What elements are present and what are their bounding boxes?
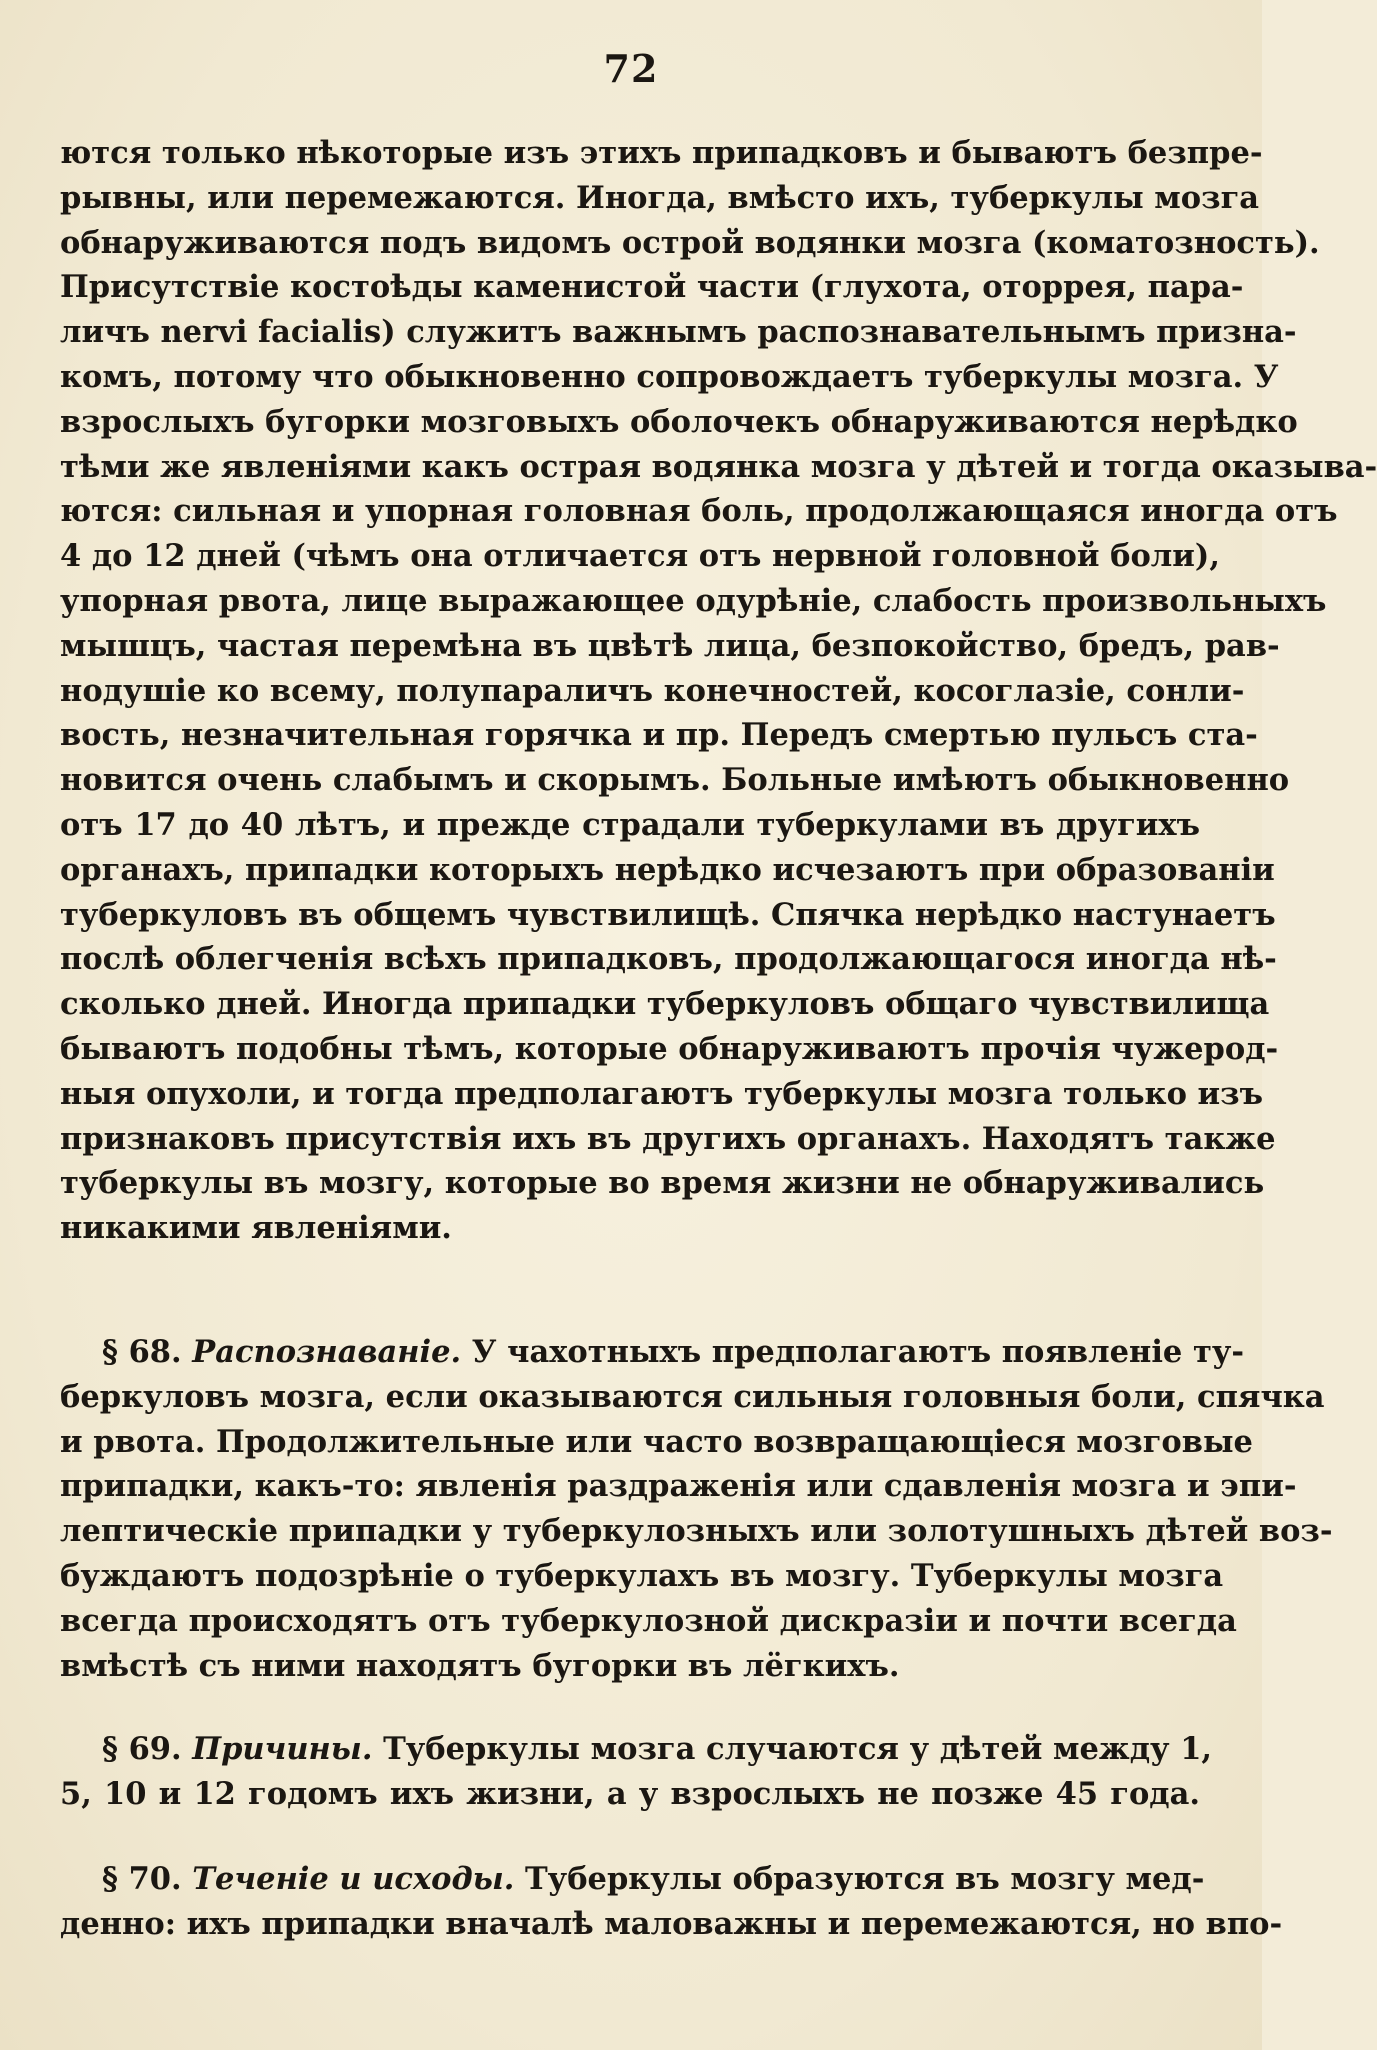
text-line: вость, незначительная горячка и пр. Передъ смертью пульсъ ста- (60, 717, 1258, 754)
text-line: признаковъ присутствія ихъ въ другихъ органахъ. Находятъ также (60, 1120, 1276, 1157)
text-line: никакими явленіями. (60, 1210, 452, 1247)
text-line: обнаруживаются подъ видомъ острой водянки мозга (коматозность). (60, 224, 1320, 261)
text-line: туберкулы въ мозгу, которые во время жизни не обнаруживались (60, 1165, 1265, 1202)
text-line: комъ, потому что обыкновенно сопровождаетъ туберкулы мозга. У (60, 358, 1279, 395)
page-number: 72 (603, 46, 659, 91)
text-line: упорная рвота, лице выражающее одурѣніе, слабость произвольныхъ (60, 582, 1327, 619)
text-line: послѣ облегченія всѣхъ припадковъ, продолжающагося иногда нѣ- (60, 941, 1277, 978)
text-line: новится очень слабымъ и скорымъ. Больные имѣютъ обыкновенно (60, 762, 1290, 799)
text-line: всегда происходятъ отъ туберкулозной дискразіи и почти всегда (60, 1602, 1237, 1639)
section-68 (60, 1330, 1333, 1688)
text-line: беркуловъ мозга, если оказываются сильныя головныя боли, спячка (60, 1378, 1325, 1415)
section-70 (60, 1857, 1283, 1947)
text-line: нодушіе ко всему, полупараличъ конечностей, косоглазіе, сонли- (60, 672, 1245, 709)
section-number: § 70. (102, 1861, 182, 1897)
text-line: туберкуловъ въ общемъ чувствилищѣ. Спячка нерѣдко настунаетъ (60, 896, 1276, 933)
text-line: 4 до 12 дней (чѣмъ она отличается отъ нервной головной боли), (60, 538, 1220, 575)
section-text: Туберкулы мозга случаются у дѣтей между 1, (383, 1731, 1213, 1767)
section-first-line (60, 1727, 1213, 1772)
text-line: припадки, какъ-то: явленія раздраженія или сдавленія мозга и эпи- (60, 1468, 1297, 1505)
section-number: § 68. (102, 1334, 182, 1370)
text-line: ются: сильная и упорная головная боль, продолжающаяся иногда отъ (60, 493, 1338, 530)
text-line: 5, 10 и 12 годомъ ихъ жизни, а у взрослыхъ не позже 45 года. (60, 1775, 1200, 1812)
text-line: отъ 17 до 40 лѣтъ, и прежде страдали туберкулами въ другихъ (60, 806, 1200, 843)
section-first-line (60, 1857, 1205, 1902)
text-line: ныя опухоли, и тогда предполагаютъ туберкулы мозга только изъ (60, 1075, 1264, 1112)
text-line: взрослыхъ бугорки мозговыхъ оболочекъ обнаруживаются нерѣдко (60, 403, 1298, 440)
text-line: денно: ихъ припадки вначалѣ маловажны и перемежаются, но впо- (60, 1905, 1283, 1942)
text-line: тѣми же явленіями какъ острая водянка мозга у дѣтей и тогда оказыва- (60, 448, 1377, 485)
text-line: Присутствіе костоѣды каменистой части (глухота, оторрея, пара- (60, 269, 1244, 306)
section-heading: Теченіе и исходы. (192, 1861, 515, 1897)
section-heading: Распознаваніе. (192, 1334, 462, 1370)
section-first-line (60, 1330, 1245, 1375)
text-line: личъ nervi facialis) служитъ важнымъ распознавательнымъ призна- (60, 314, 1297, 351)
section-text: У чахотныхъ предполагаютъ появленіе ту- (471, 1334, 1245, 1370)
text-line: мышцъ, частая перемѣна въ цвѣтѣ лица, безпокойство, бредъ, рав- (60, 627, 1280, 664)
section-69 (60, 1727, 1213, 1817)
text-line: рывны, или перемежаются. Иногда, вмѣсто ихъ, туберкулы мозга (60, 179, 1260, 216)
text-line: ются только нѣкоторые изъ этихъ припадковъ и бываютъ безпре- (60, 135, 1263, 171)
text-line: бываютъ подобны тѣмъ, которые обнаруживаютъ прочія чужерод- (60, 1030, 1279, 1067)
section-heading: Причины. (192, 1731, 373, 1767)
section-text: Туберкулы образуются въ мозгу мед- (524, 1861, 1205, 1897)
text-line: сколько дней. Иногда припадки туберкуловъ общаго чувствилища (60, 986, 1270, 1023)
text-line: вмѣстѣ съ ними находятъ бугорки въ лёгкихъ. (60, 1647, 900, 1684)
section-number: § 69. (102, 1731, 182, 1767)
text-line: органахъ, припадки которыхъ нерѣдко исчезаютъ при образованіи (60, 851, 1275, 888)
text-line: буждаютъ подозрѣніе о туберкулахъ въ мозгу. Туберкулы мозга (60, 1557, 1224, 1594)
paragraph-continuation (60, 131, 1377, 1251)
text-line: и рвота. Продолжительные или часто возвращающіеся мозговые (60, 1423, 1253, 1460)
text-line: лептическіе припадки у туберкулозныхъ или золотушныхъ дѣтей воз- (60, 1513, 1333, 1550)
